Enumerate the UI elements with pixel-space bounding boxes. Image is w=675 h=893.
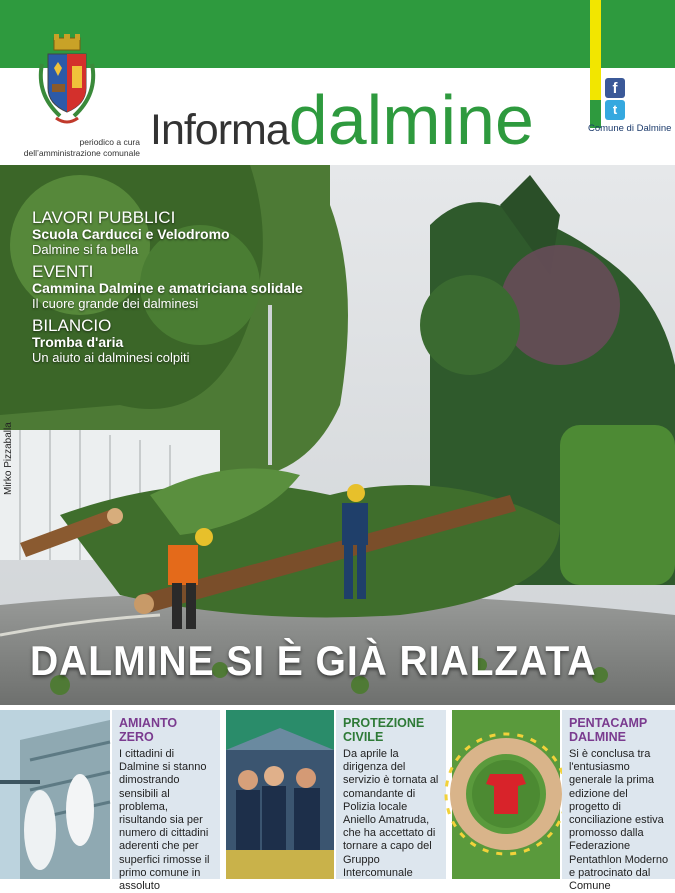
teaser-title: Tromba d'aria <box>32 334 124 350</box>
coat-of-arms-icon <box>34 34 100 132</box>
tagline <box>10 137 140 159</box>
yellow-vertical-strip <box>590 0 601 100</box>
article-heading: PENTACAMP DALMINE <box>569 716 648 744</box>
teaser-title: Cammina Dalmine e amatriciana solidale <box>32 280 303 296</box>
cover-headline: DALMINE SI È GIÀ RIALZATA <box>30 637 597 684</box>
article-body: I cittadini di Dalmine si stanno dimostrando sensibili al problema, risultando sia per numero di cittadini aderenti che per superfici rimosse il primo comune in assoluto <box>119 748 210 893</box>
teaser-item[interactable] <box>32 263 303 311</box>
social-label: Comune di Dalmine <box>588 123 672 134</box>
article-body: Si è conclusa tra l'entusiasmo generale la prima edizione del progetto di conciliazione estiva promosso dalla Federazione Pentathlon Moderno e patrocinato dal Comune <box>569 748 669 893</box>
masthead <box>150 80 534 160</box>
tagline-line-1: periodico a cura <box>79 137 140 147</box>
twitter-icon[interactable]: t <box>605 100 625 120</box>
teaser-category: EVENTI <box>32 262 94 281</box>
article-heading: AMIANTO ZERO <box>119 716 178 744</box>
pentacamp-photo <box>452 710 560 879</box>
social-links <box>605 78 625 120</box>
asbestos-photo <box>0 710 110 879</box>
masthead-informa: Informa <box>150 106 289 154</box>
article-amianto-zero[interactable] <box>112 710 220 893</box>
teaser-category: BILANCIO <box>32 316 112 335</box>
teaser-item[interactable] <box>32 209 303 257</box>
teaser-subtitle: Il cuore grande dei dalminesi <box>32 296 199 311</box>
tagline-line-2: dell’amministrazione comunale <box>23 148 140 158</box>
article-heading: PROTEZIONE CIVILE <box>343 716 425 744</box>
teaser-subtitle: Un aiuto ai dalminesi colpiti <box>32 350 190 365</box>
article-pentacamp[interactable] <box>562 710 675 893</box>
article-body: Da aprile la dirigenza del servizio è tornata al comandante di Polizia locale Aniello Amatruda, che ha accettato di tornare a capo del Gruppo Intercomunale <box>343 748 439 879</box>
cover-teasers <box>32 209 303 371</box>
teaser-item[interactable] <box>32 317 303 365</box>
masthead-dalmine: dalmine <box>288 81 534 159</box>
article-protezione-civile[interactable] <box>336 710 446 879</box>
teaser-title: Scuola Carducci e Velodromo <box>32 226 230 242</box>
teaser-category: LAVORI PUBBLICI <box>32 208 176 227</box>
facebook-icon[interactable]: f <box>605 78 625 98</box>
photo-credit: Mirko Pizzaballa <box>3 422 14 495</box>
civil-protection-photo <box>226 710 334 879</box>
top-green-band <box>0 0 675 68</box>
teaser-subtitle: Dalmine si fa bella <box>32 242 139 257</box>
